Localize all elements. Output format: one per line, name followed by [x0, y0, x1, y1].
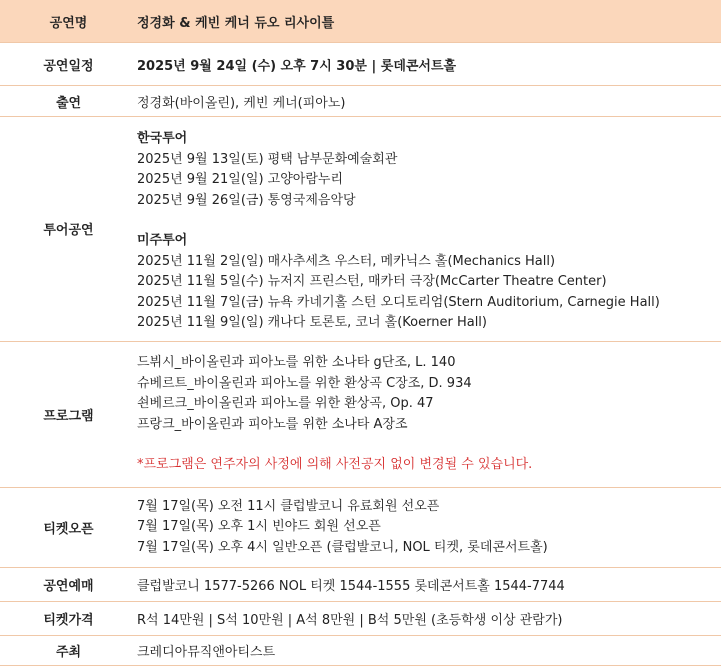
- us-tour-item: 2025년 11월 5일(수) 뉴저지 프린스턴, 매카터 극장(McCarter Theatre Center): [137, 274, 607, 289]
- performers-value: 정경화(바이올린), 케빈 케너(피아노): [137, 86, 721, 117]
- program-label: 프로그램: [0, 341, 137, 487]
- ticket-open-item: 7월 17일(목) 오후 1시 빈야드 회원 선오픈: [137, 519, 381, 535]
- ticket-open-item: 7월 17일(목) 오전 11시 클럽발코니 유료회원 선오픈: [137, 498, 440, 514]
- concert-title: 정경화 & 케빈 케너 듀오 리사이틀: [137, 0, 721, 43]
- program-item: 쇤베르크_바이올린과 피아노를 위한 환상곡, Op. 47: [137, 396, 434, 412]
- program-value: [137, 341, 721, 487]
- spacer: [137, 435, 721, 455]
- host-row: [0, 635, 721, 665]
- booking-row: [0, 567, 721, 601]
- title-row: [0, 0, 721, 43]
- booking-value: 클럽발코니 1577-5266 NOL 티켓 1544-1555 롯데콘서트홀 1544-7744: [137, 567, 721, 601]
- performers-row: [0, 86, 721, 117]
- korea-tour-item: 2025년 9월 13일(토) 평택 남부문화예술회관: [137, 151, 398, 167]
- us-tour-heading: 미주투어: [137, 233, 188, 248]
- title-label: 공연명: [0, 0, 137, 43]
- booking-label: 공연예매: [0, 567, 137, 601]
- price-row: [0, 601, 721, 635]
- us-tour-item: 2025년 11월 9일(일) 캐나다 토론토, 코너 홀(Koerner Hall): [137, 315, 487, 330]
- korea-tour-item: 2025년 9월 21일(일) 고양아람누리: [137, 172, 344, 187]
- korea-tour-item: 2025년 9월 26일(금) 통영국제음악당: [137, 192, 356, 208]
- program-item: 슈베르트_바이올린과 피아노를 위한 환상곡 C장조, D. 934: [137, 375, 472, 391]
- tour-label: 투어공연: [0, 117, 137, 342]
- date-row: [0, 43, 721, 86]
- tour-value: [137, 117, 721, 342]
- ticket-open-value: [137, 487, 721, 567]
- host-value: 크레디아뮤직앤아티스트: [137, 635, 721, 665]
- ticket-open-label: 티켓오픈: [0, 487, 137, 567]
- date-label: 공연일정: [0, 43, 137, 86]
- price-label: 티켓가격: [0, 601, 137, 635]
- tour-row: [0, 117, 721, 342]
- us-tour-item: 2025년 11월 7일(금) 뉴욕 카네기홀 스턴 오디토리엄(Stern Auditorium, Carnegie Hall): [137, 294, 660, 310]
- ticket-open-row: [0, 487, 721, 567]
- program-item: 드뷔시_바이올린과 피아노를 위한 소나타 g단조, L. 140: [137, 355, 456, 371]
- program-row: [0, 341, 721, 487]
- us-tour-item: 2025년 11월 2일(일) 매사추세츠 우스터, 메카닉스 홀(Mechanics Hall): [137, 253, 556, 269]
- program-change-notice: *프로그램은 연주자의 사정에 의해 사전공지 없이 변경될 수 있습니다.: [137, 457, 533, 473]
- price-value: R석 14만원 | S석 10만원 | A석 8만원 | B석 5만원 (초등학생 이상 관람가): [137, 601, 721, 635]
- date-value: 2025년 9월 24일 (수) 오후 7시 30분 | 롯데콘서트홀: [137, 43, 721, 86]
- spacer: [137, 211, 721, 231]
- korea-tour-heading: 한국투어: [137, 131, 188, 146]
- performers-label: 출연: [0, 86, 137, 117]
- ticket-open-item: 7월 17일(목) 오후 4시 일반오픈 (클럽발코니, NOL 티켓, 롯데콘서트홀): [137, 539, 548, 555]
- host-label: 주최: [0, 635, 137, 665]
- program-item: 프랑크_바이올린과 피아노를 위한 소나타 A장조: [137, 416, 408, 432]
